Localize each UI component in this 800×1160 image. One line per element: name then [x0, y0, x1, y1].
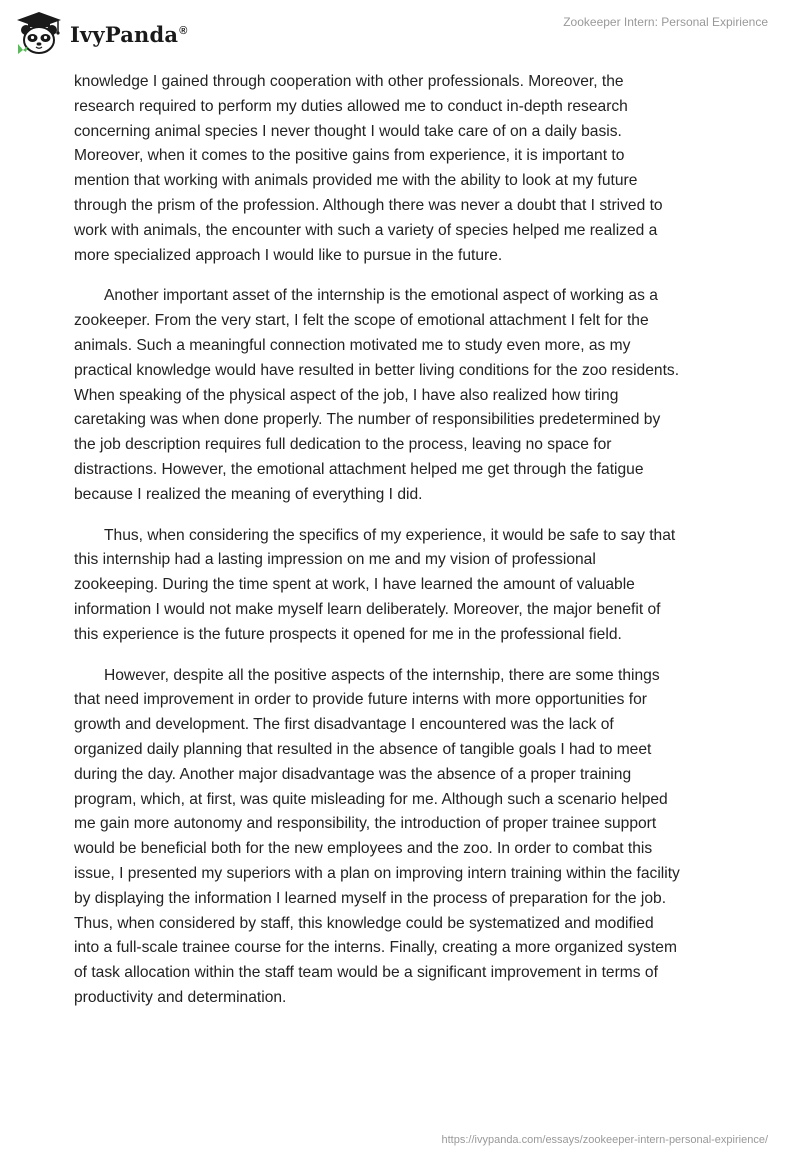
essay-paragraph-1: knowledge I gained through cooperation with other professionals. Moreover, the research required to perform my duties allowed me to conduct in-depth research concerning animal species I never thought I would take care of on a daily basis. Moreover, when it comes to the positive gains from experience, it is important to mention that working with animals provided me with the ability to look at my future through the prism of the profession. Although there was never a doubt that I strived to work with animals, the encounter with such a variety of species helped me realized a more specialized approach I would like to pursue in the future.	[74, 73, 663, 264]
ivypanda-logo[interactable]	[14, 10, 188, 56]
essay-paragraph-4: However, despite all the positive aspects of the internship, there are some things that need improvement in order to provide future interns with more opportunities for growth and development. The first disadvantage I encountered was the lack of organized daily planning that resulted in the absence of tangible goals I had to meet during the day. Another major disadvantage was the absence of a proper training program, which, at first, was quite misleading for me. Although such a scenario helped me gain more autonomy and responsibility, the introduction of proper trainee support would be beneficial both for the new employees and the zoo. In order to combat this issue, I presented my superiors with a plan on improving intern training within the facility by displaying the information I learned myself in the process of preparation for the job. Thus, when considered by staff, this knowledge could be systematized and modified into a full-scale trainee course for the interns. Finally, creating a more organized system of task allocation within the staff team would be a significant improvement in terms of productivity and determination.	[74, 666, 680, 1006]
essay-body	[74, 70, 726, 1027]
source-url[interactable]: https://ivypanda.com/essays/zookeeper-intern-personal-expirience/	[441, 1134, 768, 1146]
panda-graduate-icon	[14, 10, 64, 56]
page-header	[0, 0, 800, 70]
essay-paragraph-2: Another important asset of the internship is the emotional aspect of working as a zookeeper. From the very start, I felt the scope of emotional attachment I felt for the animals. Such a meaningful connection motivated me to study even more, as my practical knowledge would have resulted in better living conditions for the zoo residents. When speaking of the physical aspect of the job, I have also realized how tiring caretaking was when done properly. The number of responsibilities predetermined by the job description requires full dedication to the process, leaving no space for distractions. However, the emotional attachment helped me get through the fatigue because I realized the meaning of everything I did.	[74, 287, 680, 503]
registered-mark: ®	[179, 24, 188, 37]
logo-wordmark: IvyPanda®	[70, 21, 188, 47]
essay-paragraph-3: Thus, when considering the specifics of my experience, it would be safe to say that this internship had a lasting impression on me and my vision of professional zookeeping. During the time spent at work, I have learned the amount of valuable information I would not make myself learn deliberately. Moreover, the major benefit of this experience is the future prospects it opened for me in the professional field.	[74, 526, 676, 643]
document-title: Zookeeper Intern: Personal Expirience	[563, 15, 768, 29]
